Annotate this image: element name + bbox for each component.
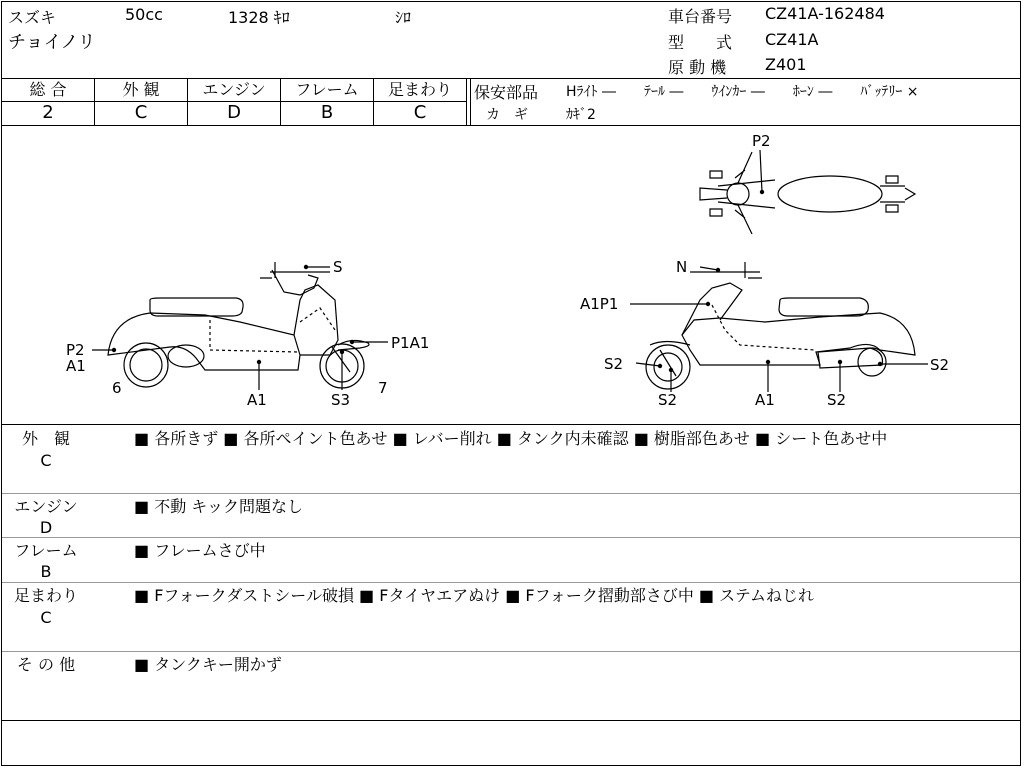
displacement: 50cc <box>125 5 163 24</box>
grade-value: C <box>134 102 148 123</box>
grade-divider <box>466 78 467 125</box>
grade-label: 外 観 <box>122 80 160 99</box>
safety-items: Hﾗｲﾄ ― ﾃｰﾙ ― ｳｲﾝｶｰ ― ﾎｰﾝ ― ﾊﾞｯﾃﾘｰ × <box>566 84 919 100</box>
label-p1a1: P1A1 <box>391 334 430 352</box>
frame-no: CZ41A-162484 <box>765 4 885 23</box>
section-label: フレーム <box>14 541 78 560</box>
scooter-diagram <box>0 126 1024 424</box>
grade-label: 足まわり <box>387 80 452 99</box>
label-s2-right: S2 <box>930 356 950 374</box>
leader-lines <box>92 150 928 392</box>
label-6: 6 <box>112 379 122 397</box>
section-grade: B <box>40 562 52 581</box>
label-a1p1: A1P1 <box>580 295 619 313</box>
section-divider <box>2 582 1020 583</box>
type-value: CZ41A <box>765 30 819 49</box>
color: ｼﾛ <box>395 8 412 27</box>
safety-label: 保安部品 <box>474 83 539 102</box>
section-divider <box>2 493 1020 494</box>
grade-label: エンジン <box>202 80 266 99</box>
section-divider <box>2 651 1020 652</box>
grade-label: フレーム <box>295 80 359 99</box>
section-text: ■ Fフォークダストシール破損 ■ Fタイヤエアぬけ ■ Fフォーク摺動部さび中 ■ ステムねじれ <box>134 586 815 605</box>
section-text: ■ フレームさび中 <box>134 541 266 560</box>
label-a1: A1 <box>755 391 775 409</box>
label-a1-bottom: A1 <box>247 391 267 409</box>
mileage: 1328 ｷﾛ <box>228 8 290 27</box>
section-label: エンジン <box>14 497 78 516</box>
key-label: カ ギ <box>486 107 528 123</box>
grade-engine <box>188 79 280 125</box>
engine-label: 原 動 機 <box>668 58 727 77</box>
section-grade: D <box>39 518 53 537</box>
grade-divider <box>470 78 471 125</box>
section-divider <box>2 537 1020 538</box>
right-scooter-drawing <box>646 262 915 389</box>
grade-overall <box>2 79 94 125</box>
section-label: 外 観 <box>21 429 70 448</box>
section-label: 足まわり <box>13 586 78 605</box>
section-label: そ の 他 <box>16 655 76 674</box>
section-grade: C <box>40 608 52 627</box>
key-value: ｶｷﾞ2 <box>566 107 596 123</box>
left-diagram-labels <box>66 258 429 409</box>
maker: スズキ <box>8 8 57 27</box>
type-label: 型 式 <box>668 33 733 52</box>
section-text: ■ タンクキー開かず <box>134 655 282 674</box>
grade-value: C <box>413 102 427 123</box>
right-diagram-labels <box>580 132 949 409</box>
grade-value: B <box>320 102 334 123</box>
model-name: チョイノリ <box>8 32 96 53</box>
grade-suspension <box>374 79 466 125</box>
comments-bottom-rule <box>2 720 1020 721</box>
frame-no-label: 車台番号 <box>668 7 733 26</box>
grade-frame <box>281 79 373 125</box>
marker-dots <box>112 190 882 372</box>
top-view-drawing <box>700 152 915 234</box>
grade-exterior <box>95 79 187 125</box>
section-text: ■ 各所きず ■ 各所ペイント色あせ ■ レバー削れ ■ タンク内未確認 ■ 樹脂部色あせ ■ シート色あせ中 <box>134 429 888 448</box>
label-7: 7 <box>378 379 388 397</box>
label-n: N <box>676 258 688 276</box>
label-s2-bottom1: S2 <box>658 391 678 409</box>
grade-label: 総 合 <box>29 80 67 99</box>
label-s3: S3 <box>331 391 351 409</box>
label-a1-left: A1 <box>66 357 86 375</box>
label-s2-left: S2 <box>604 355 624 373</box>
section-grade: C <box>40 451 52 470</box>
label-s: S <box>333 258 343 276</box>
comments-top-rule <box>2 424 1020 425</box>
section-text: ■ 不動 キック問題なし <box>134 497 303 516</box>
engine-value: Z401 <box>765 55 807 74</box>
label-p2-top: P2 <box>752 132 771 150</box>
grade-value: D <box>227 102 241 123</box>
label-p2: P2 <box>66 341 85 359</box>
grade-value: 2 <box>42 102 54 123</box>
left-scooter-drawing <box>108 262 369 388</box>
label-s2-bottom2: S2 <box>827 391 847 409</box>
